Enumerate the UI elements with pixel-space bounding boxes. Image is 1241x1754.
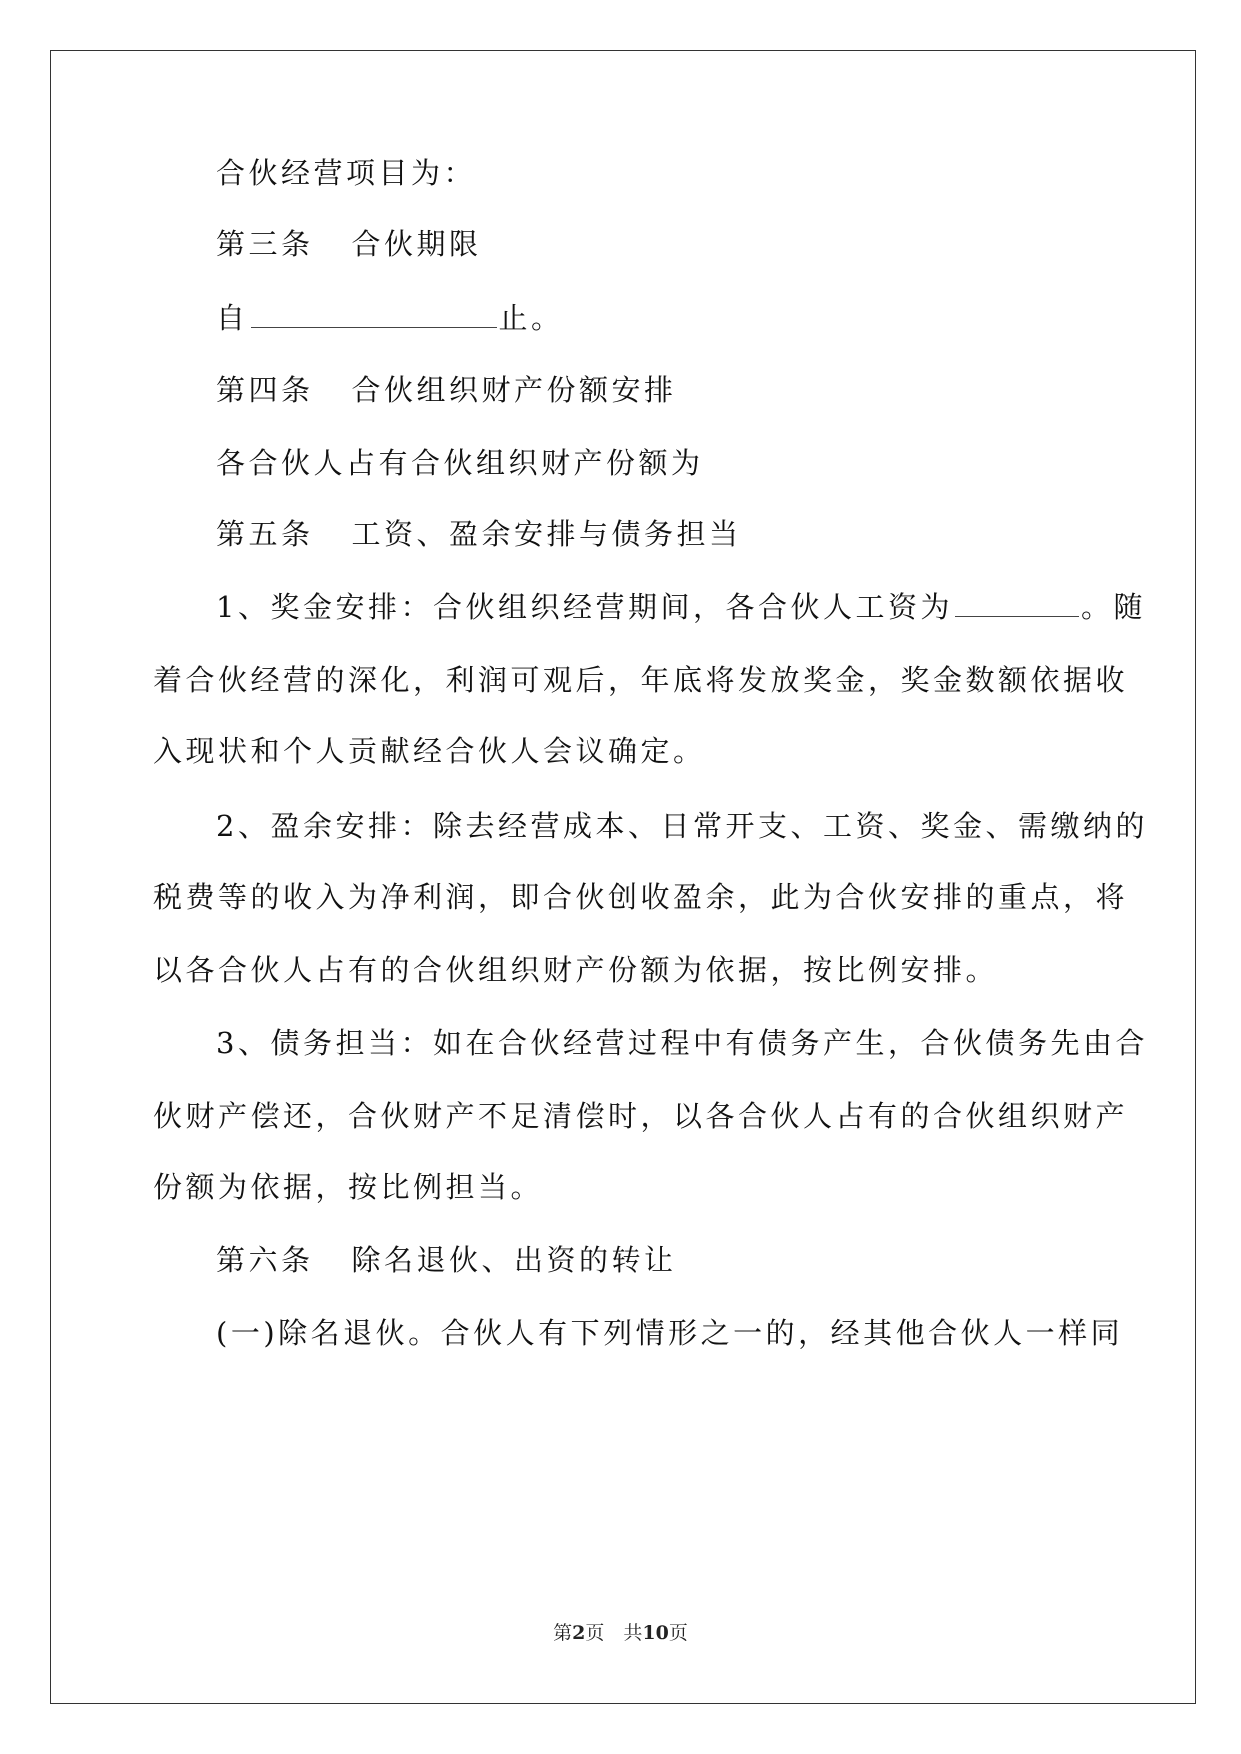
article-title: 合伙组织财产份额安排 — [351, 373, 677, 407]
bonus-line-2: 着合伙经营的深化，利润可观后，年底将发放奖金，奖金数额依据收 — [153, 663, 1129, 697]
bonus-line-1 — [153, 567, 1146, 648]
surplus-line-2: 税费等的收入为净利润，即合伙创收盈余，此为合伙安排的重点，将 — [153, 880, 1129, 914]
article-number: 第三条 — [216, 227, 314, 261]
blank-line — [955, 615, 1079, 617]
term-prefix: 自 — [216, 301, 249, 335]
paragraph-term — [153, 278, 1093, 359]
article-5-heading — [153, 494, 1093, 575]
article-number: 第六条 — [216, 1243, 314, 1277]
article-title: 合伙期限 — [351, 227, 482, 261]
article-title: 除名退伙、出资的转让 — [351, 1243, 677, 1277]
page-number-footer — [0, 1618, 1241, 1645]
debt-line-1: 3、债务担当：如在合伙经营过程中有债务产生，合伙债务先由合 — [216, 1026, 1148, 1060]
article-6-heading — [153, 1220, 1093, 1301]
current-page: 2 — [572, 1622, 586, 1644]
surplus-line-3: 以各合伙人占有的合伙组织财产份额为依据，按比例安排。 — [153, 953, 999, 987]
article-title: 工资、盈余安排与债务担当 — [351, 517, 742, 551]
article-4-heading — [153, 350, 1093, 431]
article-number: 第五条 — [216, 517, 314, 551]
term-suffix: 止。 — [498, 301, 564, 335]
blank-line — [251, 326, 497, 328]
paragraph-shares: 各合伙人占有合伙组织财产份额为 — [216, 446, 704, 480]
bonus-text: 1、奖金安排：合伙组织经营期间，各合伙人工资为 — [216, 590, 953, 624]
footer-prefix: 第 — [553, 1622, 573, 1644]
article-3-heading — [153, 204, 1093, 285]
footer-mid: 页 共 — [585, 1622, 643, 1644]
surplus-line-1: 2、盈余安排：除去经营成本、日常开支、工资、奖金、需缴纳的 — [216, 809, 1148, 843]
total-pages: 10 — [642, 1622, 669, 1644]
footer-suffix: 页 — [668, 1622, 688, 1644]
bonus-line-3: 入现状和个人贡献经合伙人会议确定。 — [153, 734, 706, 768]
expulsion-line-1: (一)除名退伙。合伙人有下列情形之一的，经其他合伙人一样同 — [216, 1316, 1124, 1350]
paragraph-project: 合伙经营项目为： — [216, 156, 477, 190]
debt-line-3: 份额为依据，按比例担当。 — [153, 1170, 544, 1204]
bonus-text-end: 。随 — [1080, 590, 1146, 624]
article-number: 第四条 — [216, 373, 314, 407]
debt-line-2: 伙财产偿还，合伙财产不足清偿时，以各合伙人占有的合伙组织财产 — [153, 1099, 1129, 1133]
